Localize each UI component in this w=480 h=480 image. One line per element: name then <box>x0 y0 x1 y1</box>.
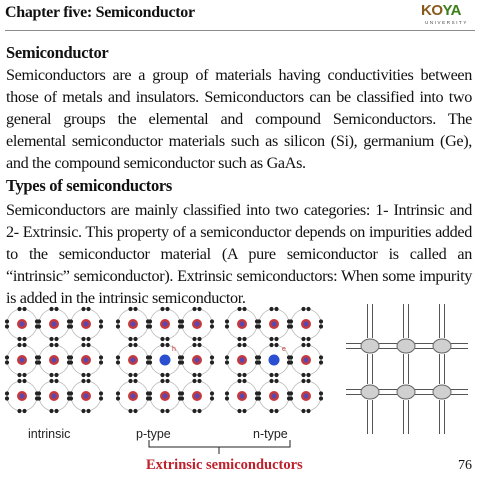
atom-core <box>271 393 276 398</box>
lattice-atom <box>397 339 415 353</box>
electron-dot <box>274 337 278 341</box>
electron-dot <box>237 373 241 377</box>
electron-dot <box>257 355 261 359</box>
electron-dot <box>269 379 273 383</box>
atom-core <box>162 393 167 398</box>
electron-dot <box>306 343 310 347</box>
electron-dot <box>165 337 169 341</box>
electron-dot <box>269 337 273 341</box>
electron-dot <box>165 373 169 377</box>
electron-dot <box>116 396 120 400</box>
electron-dot <box>225 319 229 323</box>
electron-dot <box>225 391 229 395</box>
electron-dot <box>180 396 184 400</box>
electron-dot <box>289 355 293 359</box>
atom-core <box>303 357 308 362</box>
electron-dot <box>148 391 152 395</box>
electron-dot <box>54 337 58 341</box>
electron-dot <box>5 391 9 395</box>
electron-dot <box>128 307 132 311</box>
electron-dot <box>128 373 132 377</box>
electron-dot <box>37 324 41 328</box>
electron-dot <box>22 307 26 311</box>
atom-core <box>19 321 24 326</box>
university-logo <box>415 2 473 28</box>
label-n-type: n-type <box>253 427 288 441</box>
electron-dot <box>301 343 305 347</box>
electron-dot <box>116 324 120 328</box>
electron-dot <box>17 379 21 383</box>
label-intrinsic: intrinsic <box>28 427 71 441</box>
atom-core <box>239 393 244 398</box>
electron-dot <box>180 391 184 395</box>
electron-dot <box>54 379 58 383</box>
electron-dot <box>197 373 201 377</box>
electron-dot <box>237 343 241 347</box>
electron-dot <box>17 307 21 311</box>
chapter-title: Chapter five: Semiconductor <box>5 4 195 21</box>
electron-dot <box>180 355 184 359</box>
electron-dot <box>116 360 120 364</box>
electron-dot <box>306 373 310 377</box>
electron-dot <box>225 360 229 364</box>
electron-dot <box>81 379 85 383</box>
electron-dot <box>289 391 293 395</box>
electron-dot <box>306 409 310 413</box>
electron-dot <box>192 409 196 413</box>
electron-dot <box>197 337 201 341</box>
intrinsic-lattice-figure <box>4 304 104 422</box>
electron-dot <box>81 373 85 377</box>
p-type-lattice-figure <box>115 304 215 422</box>
electron-dot <box>148 396 152 400</box>
section-heading-semiconductor: Semiconductor <box>6 43 109 62</box>
electron-dot <box>210 324 214 328</box>
electron-dot <box>37 319 41 323</box>
electron-dot <box>301 337 305 341</box>
slide-header <box>5 2 475 30</box>
electron-dot <box>210 355 214 359</box>
electron-dot <box>192 307 196 311</box>
electron-dot <box>99 396 103 400</box>
electron-dot <box>269 409 273 413</box>
dopant-nucleus <box>269 355 280 366</box>
electron-dot <box>274 343 278 347</box>
electron-dot <box>160 337 164 341</box>
electron-dot <box>257 391 261 395</box>
electron-dot <box>17 337 21 341</box>
electron-dot <box>274 409 278 413</box>
electron-dot <box>269 373 273 377</box>
electron-dot <box>69 324 73 328</box>
electron-dot <box>54 373 58 377</box>
electron-dot <box>81 409 85 413</box>
electron-dot <box>225 396 229 400</box>
electron-dot <box>301 409 305 413</box>
electron-dot <box>133 337 137 341</box>
electron-dot <box>5 319 9 323</box>
electron-dot <box>128 337 132 341</box>
electron-dot <box>242 379 246 383</box>
electron-dot <box>37 355 41 359</box>
electron-dot <box>180 324 184 328</box>
electron-dot <box>69 355 73 359</box>
electron-dot <box>210 319 214 323</box>
electron-dot <box>81 307 85 311</box>
electron-dot <box>160 343 164 347</box>
electron-dot <box>49 337 53 341</box>
atom-core <box>303 393 308 398</box>
electron-dot <box>128 409 132 413</box>
electron-dot <box>165 409 169 413</box>
electron-dot <box>133 307 137 311</box>
electron-dot <box>210 396 214 400</box>
electron-dot <box>133 409 137 413</box>
electron-dot <box>37 360 41 364</box>
page-number: 76 <box>458 458 472 473</box>
electron-dot <box>210 360 214 364</box>
figure-caption: Extrinsic semiconductors <box>146 457 303 473</box>
electron-dot <box>160 307 164 311</box>
electron-dot <box>133 343 137 347</box>
electron-dot <box>289 396 293 400</box>
electron-dot <box>319 324 323 328</box>
logo-wordmark: KOYA <box>421 2 461 19</box>
electron-dot <box>17 343 21 347</box>
atom-core <box>239 357 244 362</box>
electron-dot <box>269 307 273 311</box>
lattice-atom <box>433 385 451 399</box>
electron-dot <box>257 396 261 400</box>
header-divider <box>5 30 475 31</box>
lattice-atom <box>361 385 379 399</box>
electron-dot <box>242 373 246 377</box>
electron-dot <box>128 343 132 347</box>
electron-dot <box>81 343 85 347</box>
electron-dot <box>225 324 229 328</box>
electron-dot <box>192 343 196 347</box>
atom-core <box>271 321 276 326</box>
electron-dot <box>237 337 241 341</box>
electron-dot <box>37 391 41 395</box>
electron-dot <box>237 379 241 383</box>
atom-core <box>130 357 135 362</box>
electron-dot <box>99 391 103 395</box>
electron-dot <box>180 360 184 364</box>
atom-core <box>194 393 199 398</box>
electron-dot <box>301 379 305 383</box>
section-paragraph-types: Semiconductors are mainly classified into two categories: 1- Intrinsic and 2- Extrinsic. This property of a semiconductor depends on impurities added to the semiconductor material (A pure semiconductor is called an “intrinsic” semiconductor). Extrinsic semiconductors: When some impurity is added in the intrinsic semiconductor. <box>6 201 472 307</box>
electron-dot <box>242 343 246 347</box>
electron-dot <box>116 355 120 359</box>
section-paragraph-semiconductor: Semiconductors are a group of materials having conductivities between those of metals and insulators. Semiconductors can be classified into two general groups the elemental and compound Semiconductors. The elemental semiconductor materials such as silicon (Si), germanium (Ge), and the compound semiconductor such as GaAs. <box>6 66 472 172</box>
electron-dot <box>17 409 21 413</box>
electron-dot <box>128 379 132 383</box>
electron-dot <box>242 337 246 341</box>
atom-core <box>303 321 308 326</box>
electron-dot <box>257 324 261 328</box>
atom-core <box>130 393 135 398</box>
atom-core <box>239 321 244 326</box>
electron-dot <box>165 343 169 347</box>
electron-dot <box>5 324 9 328</box>
electron-dot <box>165 379 169 383</box>
electron-dot <box>5 360 9 364</box>
electron-dot <box>257 360 261 364</box>
electron-dot <box>197 343 201 347</box>
electron-dot <box>242 307 246 311</box>
electron-dot <box>86 337 90 341</box>
electron-dot <box>148 319 152 323</box>
electron-dot <box>192 373 196 377</box>
electron-dot <box>148 355 152 359</box>
electron-dot <box>69 391 73 395</box>
electron-dot <box>69 396 73 400</box>
electron-dot <box>5 355 9 359</box>
dopant-nucleus <box>160 355 171 366</box>
electron-dot <box>197 379 201 383</box>
electron-dot <box>49 307 53 311</box>
electron-dot <box>86 409 90 413</box>
electron-dot <box>197 409 201 413</box>
electron-dot <box>306 307 310 311</box>
electron-dot <box>86 343 90 347</box>
lattice-atom <box>397 385 415 399</box>
electron-dot <box>289 324 293 328</box>
electron-dot <box>5 396 9 400</box>
electron-dot <box>237 409 241 413</box>
atom-core <box>51 357 56 362</box>
electron-dot <box>116 319 120 323</box>
electron-dot <box>49 379 53 383</box>
electron-dot <box>49 343 53 347</box>
electron-dot <box>22 343 26 347</box>
electron-dot <box>319 360 323 364</box>
electron-dot <box>289 319 293 323</box>
electron-dot <box>301 373 305 377</box>
extrinsic-bracket <box>148 440 291 454</box>
electron-dot <box>99 319 103 323</box>
electron-dot <box>192 379 196 383</box>
electron-dot <box>257 319 261 323</box>
electron-dot <box>116 391 120 395</box>
electron-dot <box>22 373 26 377</box>
electron-dot <box>54 409 58 413</box>
carrier-marker: h <box>172 346 176 353</box>
atom-core <box>51 321 56 326</box>
electron-dot <box>86 379 90 383</box>
electron-dot <box>301 307 305 311</box>
electron-dot <box>22 337 26 341</box>
electron-dot <box>37 396 41 400</box>
electron-dot <box>148 360 152 364</box>
electron-dot <box>17 373 21 377</box>
electron-dot <box>319 391 323 395</box>
electron-dot <box>160 373 164 377</box>
electron-dot <box>319 319 323 323</box>
electron-dot <box>54 343 58 347</box>
electron-dot <box>237 307 241 311</box>
electron-dot <box>197 307 201 311</box>
section-heading-types: Types of semiconductors <box>6 176 173 195</box>
electron-dot <box>133 379 137 383</box>
electron-dot <box>86 373 90 377</box>
atom-core <box>19 393 24 398</box>
electron-dot <box>148 324 152 328</box>
electron-dot <box>319 355 323 359</box>
electron-dot <box>54 307 58 311</box>
n-type-lattice-figure <box>224 304 324 422</box>
electron-dot <box>210 391 214 395</box>
electron-dot <box>274 307 278 311</box>
electron-dot <box>269 343 273 347</box>
carrier-marker: e <box>282 346 286 353</box>
electron-dot <box>180 319 184 323</box>
electron-dot <box>274 379 278 383</box>
electron-dot <box>99 324 103 328</box>
atom-core <box>162 321 167 326</box>
electron-dot <box>69 319 73 323</box>
electron-dot <box>225 355 229 359</box>
electron-dot <box>306 379 310 383</box>
electron-dot <box>160 379 164 383</box>
electron-dot <box>165 307 169 311</box>
atom-core <box>194 357 199 362</box>
label-p-type: p-type <box>136 427 171 441</box>
electron-dot <box>81 337 85 341</box>
atom-core <box>194 321 199 326</box>
atom-core <box>130 321 135 326</box>
electron-dot <box>99 360 103 364</box>
atom-core <box>83 321 88 326</box>
electron-dot <box>160 409 164 413</box>
electron-dot <box>192 337 196 341</box>
lattice-atom <box>433 339 451 353</box>
electron-dot <box>242 409 246 413</box>
electron-dot <box>319 396 323 400</box>
atom-core <box>83 357 88 362</box>
electron-dot <box>306 337 310 341</box>
lattice-atom <box>361 339 379 353</box>
electron-dot <box>86 307 90 311</box>
electron-dot <box>22 379 26 383</box>
electron-dot <box>289 360 293 364</box>
atom-core <box>51 393 56 398</box>
electron-dot <box>49 373 53 377</box>
bonding-lattice-diagram <box>340 300 472 438</box>
logo-subtitle: UNIVERSITY <box>425 20 469 25</box>
electron-dot <box>133 373 137 377</box>
atom-core <box>83 393 88 398</box>
electron-dot <box>99 355 103 359</box>
electron-dot <box>49 409 53 413</box>
electron-dot <box>22 409 26 413</box>
atom-core <box>19 357 24 362</box>
electron-dot <box>69 360 73 364</box>
electron-dot <box>274 373 278 377</box>
